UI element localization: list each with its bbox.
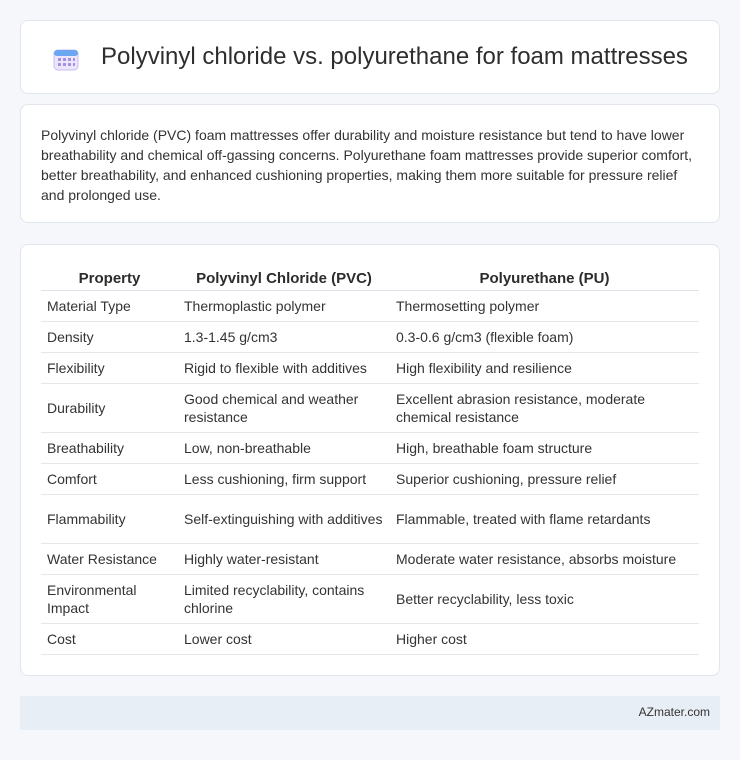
comparison-card xyxy=(20,244,720,676)
table-row xyxy=(41,353,699,384)
pvc-cell: Lower cost xyxy=(178,624,390,655)
column-header-pu: Polyurethane (PU) xyxy=(390,265,699,291)
table-row xyxy=(41,322,699,353)
table-row xyxy=(41,624,699,655)
pu-cell: Thermosetting polymer xyxy=(390,291,699,322)
table-header-row xyxy=(41,265,699,291)
property-cell: Flammability xyxy=(41,495,178,544)
table-row xyxy=(41,464,699,495)
table-row xyxy=(41,544,699,575)
summary-text: Polyvinyl chloride (PVC) foam mattresses offer durability and moisture resistance but tend to have lower breathability and chemical off-gassing concerns. Polyurethane foam mattresses provide superior comfort, better breathability, and enhanced cushioning properties, making them more suitable for pressure relief and prolonged use. xyxy=(41,127,693,203)
page-title: Polyvinyl chloride vs. polyurethane for foam mattresses xyxy=(101,43,688,70)
footer-brand-link[interactable]: AZmater.com xyxy=(638,705,710,719)
pvc-cell: Highly water-resistant xyxy=(178,544,390,575)
footer-bar xyxy=(20,696,720,730)
property-cell: Comfort xyxy=(41,464,178,495)
property-cell: Environmental Impact xyxy=(41,575,178,624)
property-cell: Cost xyxy=(41,624,178,655)
table-row xyxy=(41,433,699,464)
title-card xyxy=(20,20,720,94)
table-row xyxy=(41,291,699,322)
pvc-cell: Less cushioning, firm support xyxy=(178,464,390,495)
pvc-cell: Low, non-breathable xyxy=(178,433,390,464)
pvc-cell: Good chemical and weather resistance xyxy=(178,384,390,433)
column-header-pvc: Polyvinyl Chloride (PVC) xyxy=(178,265,390,291)
property-cell: Durability xyxy=(41,384,178,433)
pu-cell: Flammable, treated with flame retardants xyxy=(390,495,699,544)
pu-cell: Excellent abrasion resistance, moderate chemical resistance xyxy=(390,384,699,433)
table-row xyxy=(41,575,699,624)
pvc-cell: Self-extinguishing with additives xyxy=(178,495,390,544)
pu-cell: Higher cost xyxy=(390,624,699,655)
property-cell: Material Type xyxy=(41,291,178,322)
pu-cell: Superior cushioning, pressure relief xyxy=(390,464,699,495)
pvc-cell: Limited recyclability, contains chlorine xyxy=(178,575,390,624)
pu-cell: Moderate water resistance, absorbs moisture xyxy=(390,544,699,575)
property-cell: Flexibility xyxy=(41,353,178,384)
property-cell: Density xyxy=(41,322,178,353)
pvc-cell: 1.3-1.45 g/cm3 xyxy=(178,322,390,353)
table-row xyxy=(41,495,699,544)
pvc-cell: Thermoplastic polymer xyxy=(178,291,390,322)
pu-cell: Better recyclability, less toxic xyxy=(390,575,699,624)
column-header-property: Property xyxy=(41,265,178,291)
property-cell: Breathability xyxy=(41,433,178,464)
pu-cell: 0.3-0.6 g/cm3 (flexible foam) xyxy=(390,322,699,353)
pu-cell: High, breathable foam structure xyxy=(390,433,699,464)
property-cell: Water Resistance xyxy=(41,544,178,575)
comparison-table xyxy=(41,265,699,655)
pu-cell: High flexibility and resilience xyxy=(390,353,699,384)
summary-card xyxy=(20,104,720,223)
pvc-cell: Rigid to flexible with additives xyxy=(178,353,390,384)
table-row xyxy=(41,384,699,433)
calendar-icon xyxy=(53,47,79,71)
